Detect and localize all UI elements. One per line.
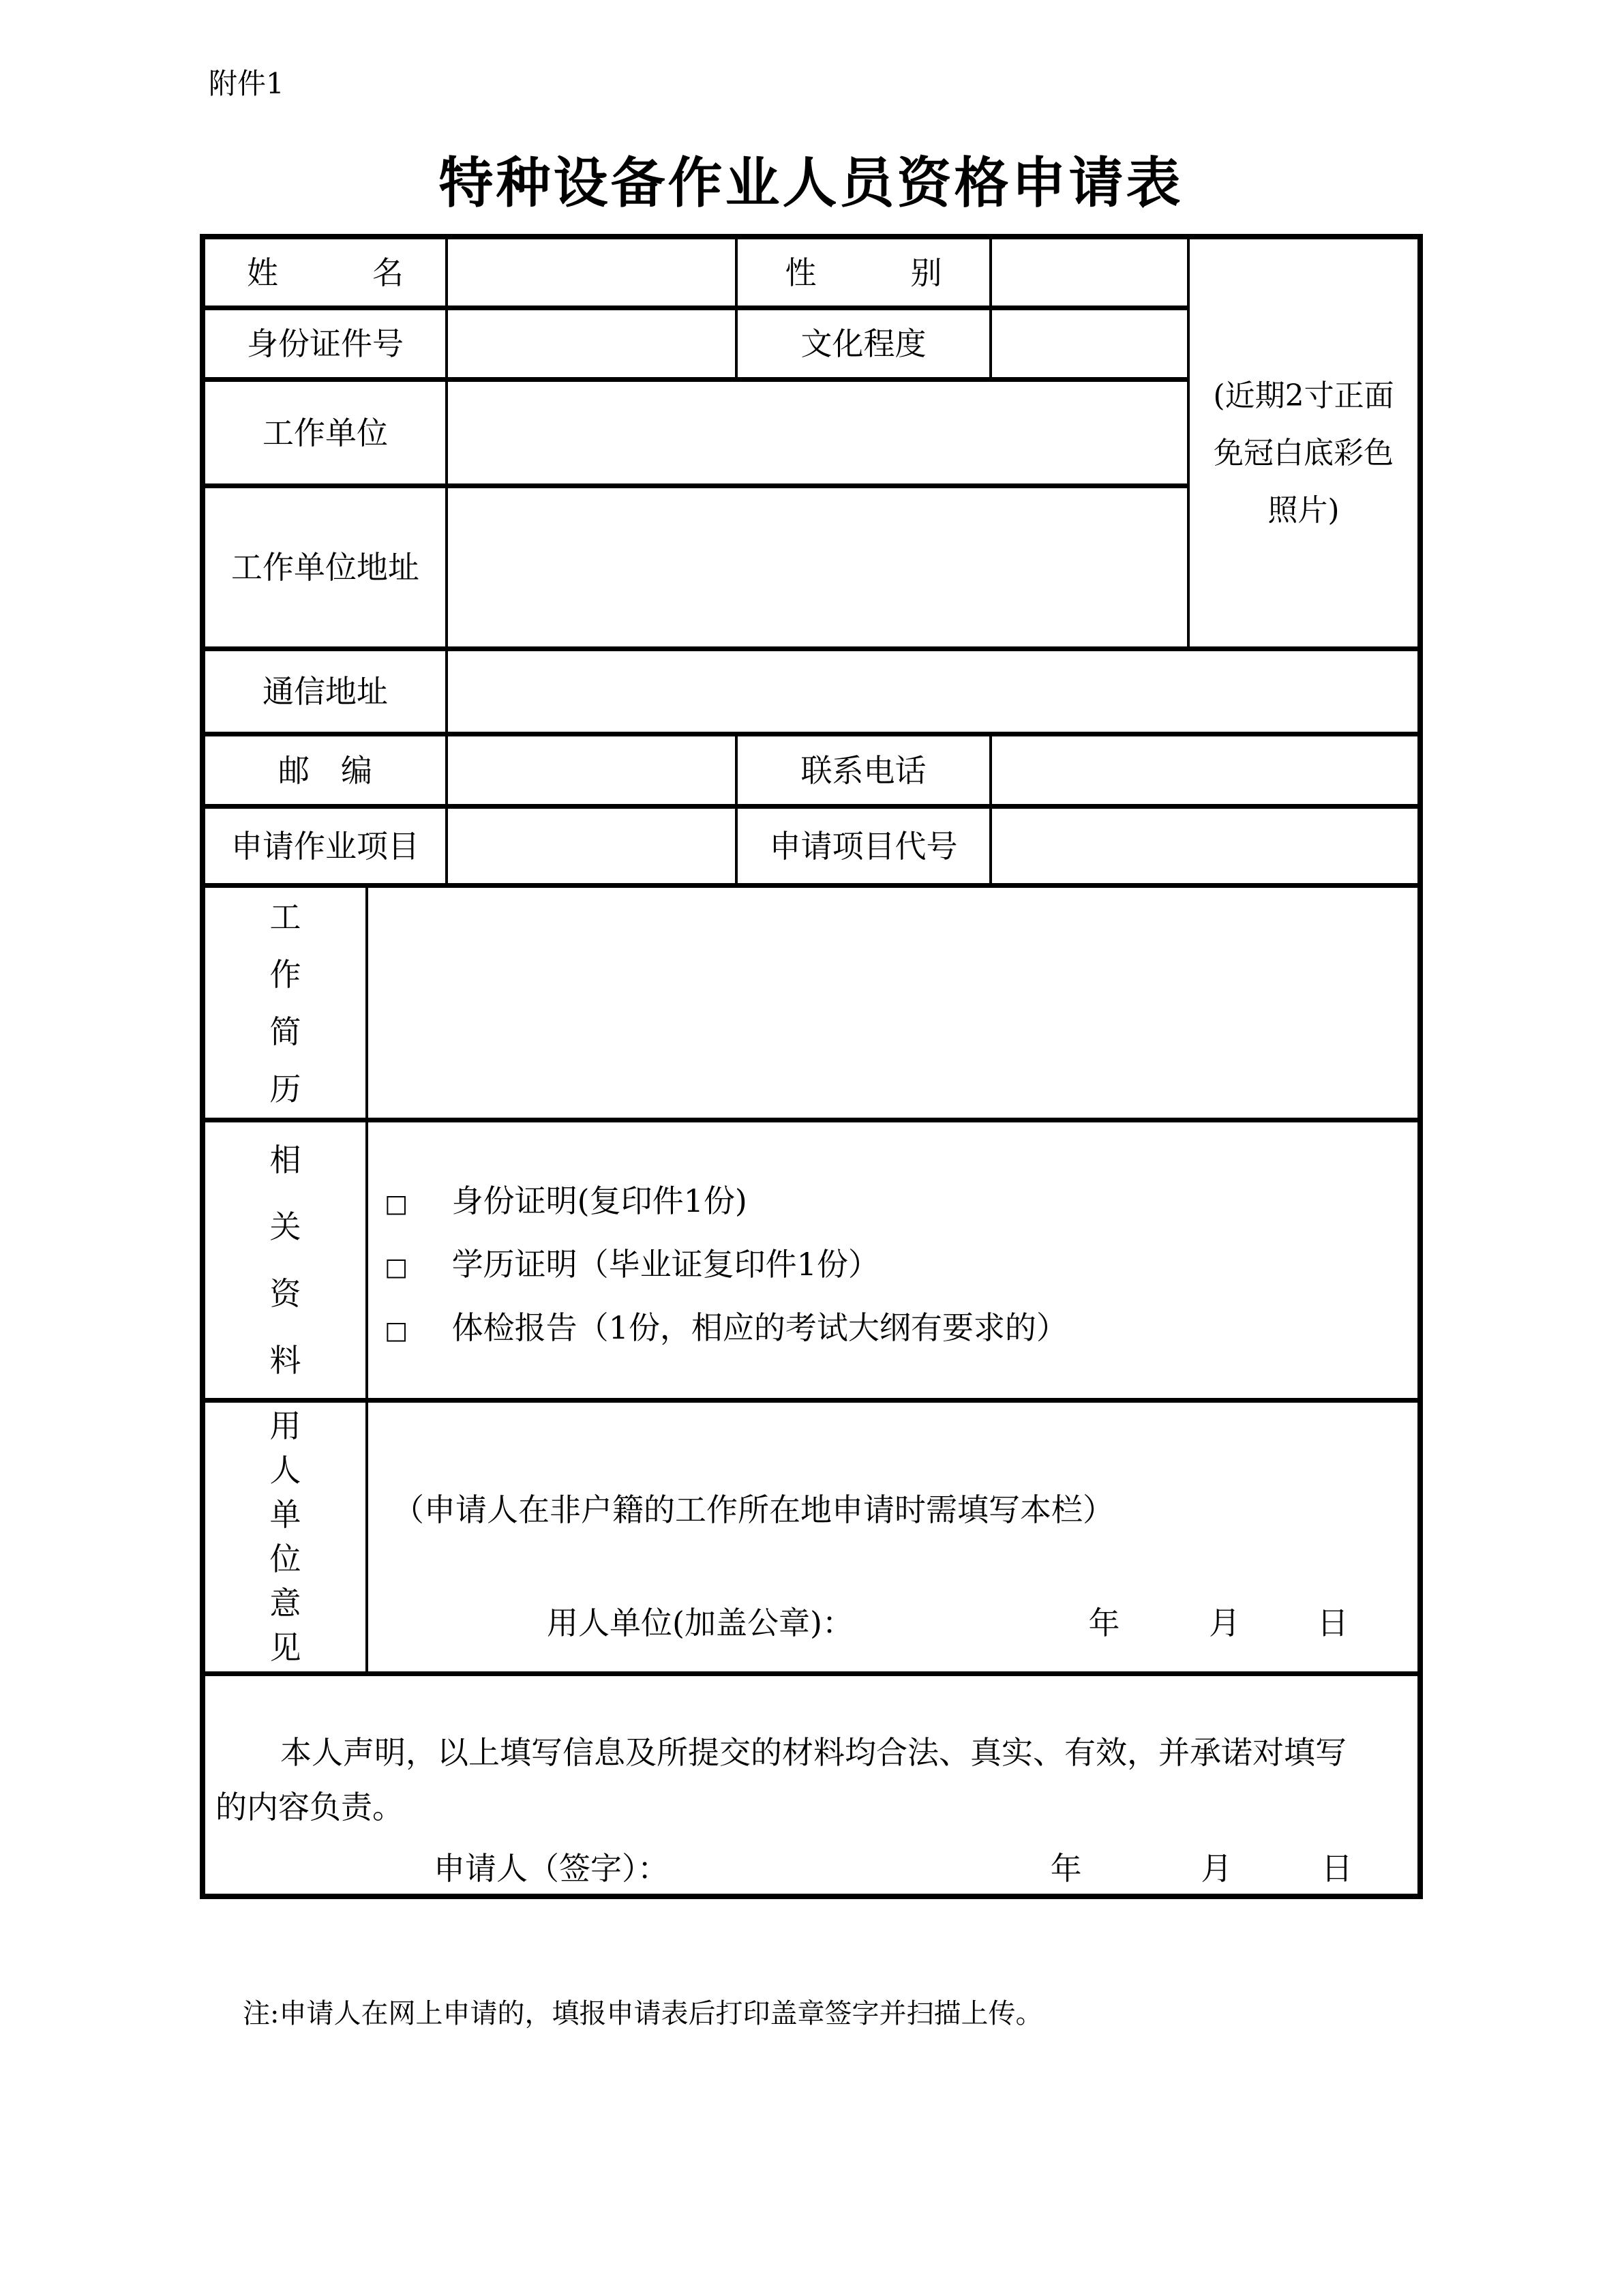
gender-label: 性 别 — [738, 239, 992, 310]
attachment-label: 附件1 — [209, 67, 284, 100]
application-table — [200, 234, 1423, 1899]
employer-seal-label: 用人单位(加盖公章)： — [547, 1605, 854, 1641]
photo-note-line-3: 照片) — [1267, 492, 1340, 528]
related-docs-cell — [368, 1122, 1417, 1403]
project-input-cell[interactable] — [448, 809, 738, 888]
phone-label: 联系电话 — [738, 736, 992, 809]
employer-day-label: 日 — [1317, 1605, 1349, 1641]
employer-month-label: 月 — [1209, 1605, 1241, 1641]
name-label: 姓 名 — [205, 239, 448, 310]
mailing-address-label: 通信地址 — [205, 651, 448, 736]
phone-input-cell[interactable] — [992, 736, 1417, 809]
signature-day-label: 日 — [1321, 1850, 1353, 1887]
declaration-line-1: 本人声明，以上填写信息及所提交的材料均合法、真实、有效，并承诺对填写 — [280, 1734, 1347, 1771]
medical-doc-label: 体检报告（1份，相应的考试大纲有要求的） — [451, 1309, 1068, 1346]
footer-note: 注:申请人在网上申请的，填报申请表后打印盖章签字并扫描上传。 — [243, 1998, 1043, 2029]
work-history-label-cell — [205, 888, 368, 1122]
signature-month-label: 月 — [1201, 1850, 1233, 1887]
work-history-label: 工作简历 — [269, 898, 301, 1107]
project-code-label: 申请项目代号 — [738, 809, 992, 888]
employer-input-cell[interactable] — [448, 382, 1190, 488]
mailing-address-input-cell[interactable] — [448, 651, 1417, 736]
postcode-input-cell[interactable] — [448, 736, 738, 809]
project-code-input-cell[interactable] — [992, 809, 1417, 888]
doc-item-medical — [385, 1309, 1417, 1350]
education-checkbox[interactable]: □ — [385, 1253, 408, 1281]
employer-opinion-note: （申请人在非户籍的工作所在地申请时需填写本栏） — [393, 1491, 1114, 1528]
work-history-input-cell[interactable] — [368, 888, 1417, 1122]
page-title: 特种设备作业人员资格申请表 — [438, 151, 1184, 215]
photo-box — [1190, 239, 1417, 651]
employer-year-label: 年 — [1088, 1605, 1120, 1641]
related-docs-label-cell — [205, 1122, 368, 1403]
applicant-signature-label[interactable]: 申请人（签字）： — [434, 1850, 669, 1887]
doc-item-education — [385, 1246, 1417, 1286]
photo-note-line-2: 免冠白底彩色 — [1214, 435, 1394, 471]
signature-year-label: 年 — [1050, 1850, 1082, 1887]
employer-label: 工作单位 — [205, 382, 448, 488]
employer-opinion-label: 用人单位意见 — [269, 1407, 301, 1666]
name-input-cell[interactable] — [448, 239, 738, 310]
doc-item-identity — [385, 1182, 1417, 1223]
identity-doc-label: 身份证明(复印件1份) — [451, 1182, 747, 1219]
declaration-sign-line — [215, 1841, 1390, 1896]
declaration-line-2: 的内容负责。 — [215, 1789, 404, 1825]
employer-address-label: 工作单位地址 — [205, 488, 448, 651]
id-number-label: 身份证件号 — [205, 310, 448, 382]
declaration-cell — [205, 1676, 1417, 1894]
gender-input-cell[interactable] — [992, 239, 1190, 310]
education-input-cell[interactable] — [992, 310, 1190, 382]
education-label: 文化程度 — [738, 310, 992, 382]
photo-note-line-1: (近期2寸正面 — [1213, 378, 1394, 413]
identity-checkbox[interactable]: □ — [385, 1190, 408, 1218]
related-docs-label: 相关资料 — [269, 1142, 301, 1379]
employer-opinion-cell[interactable] — [368, 1403, 1417, 1676]
project-label: 申请作业项目 — [205, 809, 448, 888]
employer-address-input-cell[interactable] — [448, 488, 1190, 651]
medical-checkbox[interactable]: □ — [385, 1317, 408, 1345]
education-doc-label: 学历证明（毕业证复印件1份） — [451, 1246, 880, 1283]
id-number-input-cell[interactable] — [448, 310, 738, 382]
postcode-label: 邮 编 — [205, 736, 448, 809]
employer-seal-line — [368, 1605, 1417, 1641]
employer-opinion-label-cell — [205, 1403, 368, 1676]
